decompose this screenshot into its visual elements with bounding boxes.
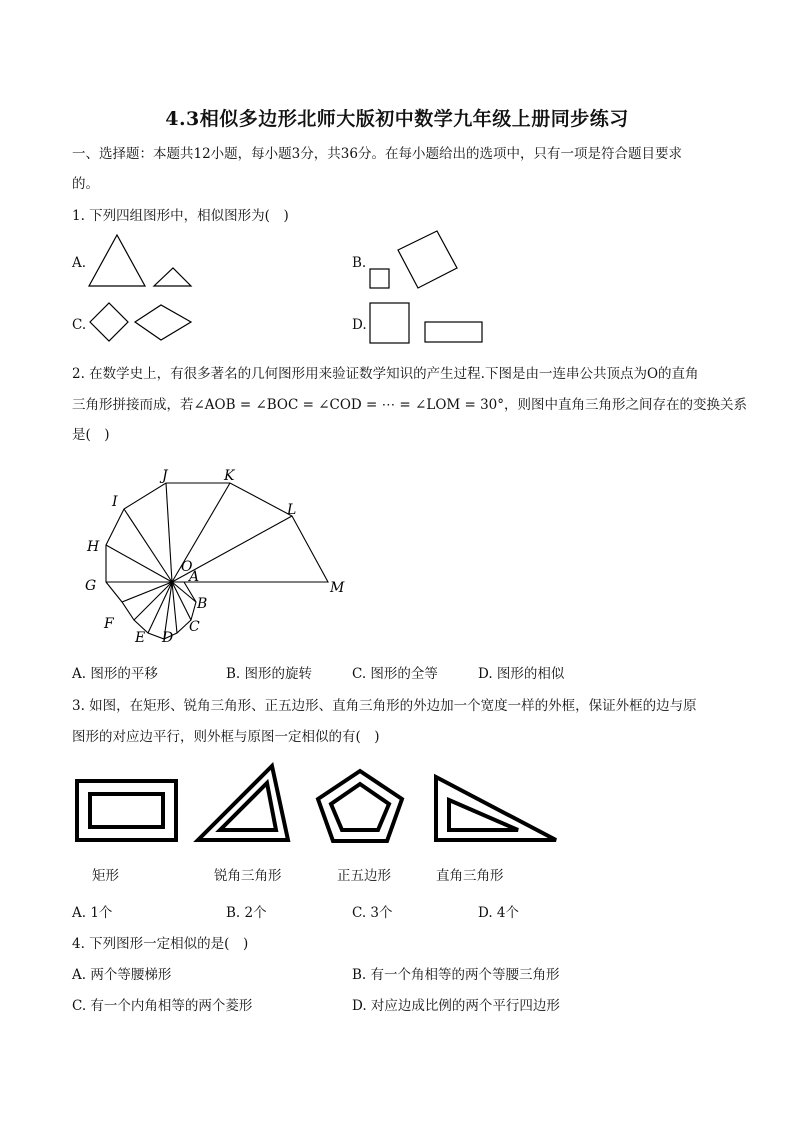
q3-rect-inner xyxy=(90,794,163,827)
q2-label-a: A xyxy=(189,569,200,585)
section-instruction-line1: 一、选择题：本题共12小题，每小题3分，共36分。在每小题给出的选项中，只有一项是符合题目要求 xyxy=(72,146,682,162)
q3-option-b: B. 2个 xyxy=(226,905,267,921)
q3-option-d: D. 4个 xyxy=(478,905,520,921)
q3-stem-line2: 图形的对应边平行，则外框与原图一定相似的有( ) xyxy=(72,729,380,745)
q2-label-k: K xyxy=(224,468,235,484)
q1-option-d-label: D. xyxy=(352,317,367,333)
q2-stem-line1: 2. 在数学史上，有很多著名的几何图形用来验证数学知识的产生过程.下图是由一连串公共顶点为O的直角 xyxy=(72,366,699,382)
q1-option-c-label: C. xyxy=(72,317,87,333)
q2-option-b: B. 图形的旋转 xyxy=(226,666,313,682)
q2-label-e: E xyxy=(135,630,146,646)
q3-caption-acute-triangle: 锐角三角形 xyxy=(214,868,282,884)
q3-caption-rectangle: 矩形 xyxy=(92,868,119,884)
q3-option-c: C. 3个 xyxy=(352,905,393,921)
page-title: 4.3相似多边形北师大版初中数学九年级上册同步练习 xyxy=(165,108,629,130)
q4-option-d: D. 对应边成比例的两个平行四边形 xyxy=(352,998,560,1014)
section-instruction-line2: 的。 xyxy=(72,176,99,192)
q3-option-a: A. 1个 xyxy=(72,905,113,921)
q2-label-l: L xyxy=(287,502,297,518)
q2-label-o: O xyxy=(181,559,193,575)
q2-option-a: A. 图形的平移 xyxy=(72,666,158,682)
q3-caption-pentagon: 正五边形 xyxy=(337,868,391,884)
q4-stem: 4. 下列图形一定相似的是( ) xyxy=(72,936,249,952)
q4-option-b: B. 有一个角相等的两个等腰三角形 xyxy=(352,967,560,983)
q3-stem-line1: 3. 如图，在矩形、锐角三角形、正五边形、直角三角形的外边加一个宽度一样的外框，保证外框的边与原 xyxy=(72,698,697,714)
q2-label-b: B xyxy=(197,596,208,612)
q2-label-j: J xyxy=(162,468,168,484)
q2-stem-line3: 是( ) xyxy=(72,427,110,443)
q2-label-c: C xyxy=(189,619,200,635)
q2-stem-line2: 三角形拼接而成，若∠AOB = ∠BOC = ∠COD = ⋯ = ∠LOM = 30°，则图中直角三角形之间存在的变换关系 xyxy=(72,397,748,413)
q4-option-a: A. 两个等腰梯形 xyxy=(72,967,172,983)
q1-option-a-label: A. xyxy=(72,255,87,271)
q2-option-c: C. 图形的全等 xyxy=(352,666,438,682)
q2-label-h: H xyxy=(87,539,100,555)
q2-label-g: G xyxy=(85,578,97,594)
q2-label-i: I xyxy=(112,494,118,510)
q2-option-d: D. 图形的相似 xyxy=(478,666,565,682)
q4-option-c: C. 有一个内角相等的两个菱形 xyxy=(72,998,253,1014)
q1-stem: 1. 下列四组图形中，相似图形为( ) xyxy=(72,208,289,224)
q2-label-d: D xyxy=(162,630,174,646)
q3-caption-right-triangle: 直角三角形 xyxy=(436,868,504,884)
q1-option-b-label: B. xyxy=(352,255,367,271)
q2-label-f: F xyxy=(104,616,114,632)
q3-pentagon-inner xyxy=(331,784,389,830)
q2-label-m: M xyxy=(330,580,345,596)
